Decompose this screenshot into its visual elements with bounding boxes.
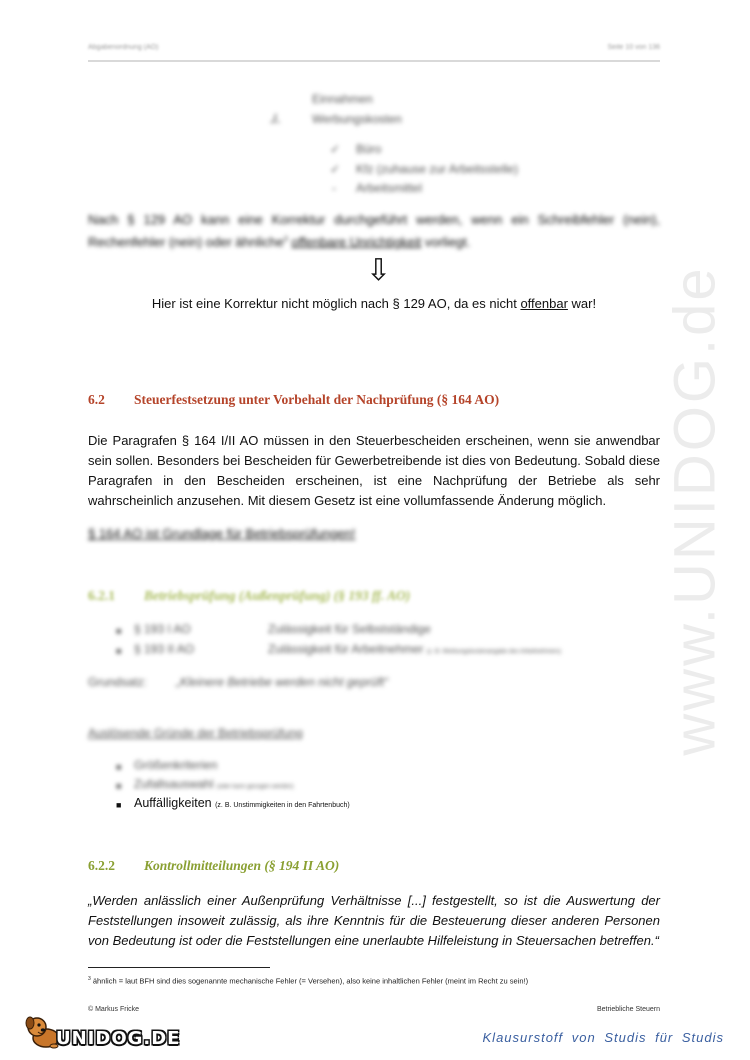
bullet-icon: ■	[116, 781, 122, 791]
principle-label: Grundsatz:	[88, 675, 147, 689]
footnote-divider	[88, 967, 270, 968]
quote: „Werden anlässlich einer Außenprüfung Verhältnisse [...] festgestellt, so ist die Auswertung der Feststellungen insoweit zulässig, als ihre Kenntnis für die Besteuerung dieser anderen Personen von Bedeutung ist oder die Feststellungen eine unerlaubte Hilfeleistung in Steuersachen betreffen.“	[88, 893, 660, 948]
check-icon: ✓	[330, 142, 341, 156]
logo-text: UNIDOG.DE	[56, 1028, 181, 1049]
reason-item: Zufallsauswahl (oder kann gezogen werden)	[134, 777, 294, 791]
header-left: Abgabenordnung (AO)	[88, 44, 159, 51]
check-item-1: Büro	[356, 142, 382, 156]
law-ref: § 193 II AO	[134, 642, 195, 656]
law-ref: § 193 I AO	[134, 622, 191, 636]
reason-item: Größenkriterien	[134, 758, 218, 772]
subsection-number: 6.2.2	[88, 858, 115, 873]
slogan: Klausurstoff von Studis für Studis	[482, 1030, 724, 1045]
bullet-icon: ■	[116, 626, 122, 636]
section-title: Steuerfestsetzung unter Vorbehalt der Nachprüfung (§ 164 AO)	[134, 392, 500, 407]
paragraph-129: Nach § 129 AO kann eine Korrektur durchgeführt werden, wenn ein Schreibfehler (nein), Rechenfehler (nein) oder ähnliche$^3$ offenbare Unrichtigkeit vorliegt.	[88, 212, 660, 250]
reason-item: Auffälligkeiten (z. B. Unstimmigkeiten in den Fahrtenbuch)	[134, 796, 350, 810]
principle-text: „Kleinere Betriebe werden nicht geprüft“	[176, 675, 389, 689]
law-desc: Zulässigkeit für Selbstständige	[268, 622, 431, 636]
footer-right: Betriebliche Steuern	[596, 1006, 660, 1013]
check-item-2: Kfz (zuhause zur Arbeitsstelle)	[356, 162, 519, 176]
reasons-heading: Auslösende Gründe der Betriebsprüfung	[88, 726, 303, 740]
subsection-title: Kontrollmitteilungen (§ 194 II AO)	[144, 858, 340, 873]
header-right: Seite 10 von 136	[607, 44, 660, 51]
bullet-icon: ■	[116, 646, 122, 656]
footer-left: © Markus Fricke	[88, 1006, 140, 1013]
subsection-title: Betriebsprüfung (Außenprüfung) (§ 193 ff. AO)	[144, 588, 411, 603]
footnote: $^3$ ähnlich = laut BFH sind dies sogenannte mechanische Fehler (= Versehen), also keine inhaltlichen Fehler (meint im Recht zu sein!)	[88, 976, 529, 986]
section-body: Die Paragrafen § 164 I/II AO müssen in den Steuerbescheiden erscheinen, wenn sie anwendbar sein sollen. Besonders bei Bescheiden für Gewerbetreibende ist dies von Bedeutung. Sobald diese Paragrafen in den Bescheiden erscheinen, ist eine Nachprüfung der Betriebe als sehr wahrscheinlich anzusehen. Mit diesem Gesetz ist eine vollumfassende Änderung möglich.	[88, 433, 660, 508]
down-arrow-icon: ⇩	[366, 253, 392, 288]
section-number: 6.2	[88, 392, 105, 407]
bullet-icon: ■	[116, 800, 122, 810]
section-note: § 164 AO ist Grundlage für Betriebsprüfungen!	[88, 526, 356, 541]
conclusion: Hier ist eine Korrektur nicht möglich nach § 129 AO, da es nicht offenbar war!	[151, 296, 597, 311]
check-icon: ✓	[330, 162, 341, 176]
formula-operator: ./.	[270, 112, 281, 126]
law-desc: Zulässigkeit für Arbeitnehmer (z. B. Werbungskostenangabe des Arbeitnehmers)	[268, 642, 562, 656]
formula-line-2: Werbungskosten	[312, 112, 402, 126]
bullet-icon: ■	[116, 762, 122, 772]
dash-icon: -	[332, 181, 336, 195]
formula-line-1: Einnahmen	[312, 92, 373, 106]
header-divider	[88, 60, 660, 62]
dash-item: Arbeitsmittel	[356, 181, 423, 195]
subsection-number: 6.2.1	[88, 588, 115, 603]
watermark: www.UNIDOG.de	[662, 264, 728, 756]
